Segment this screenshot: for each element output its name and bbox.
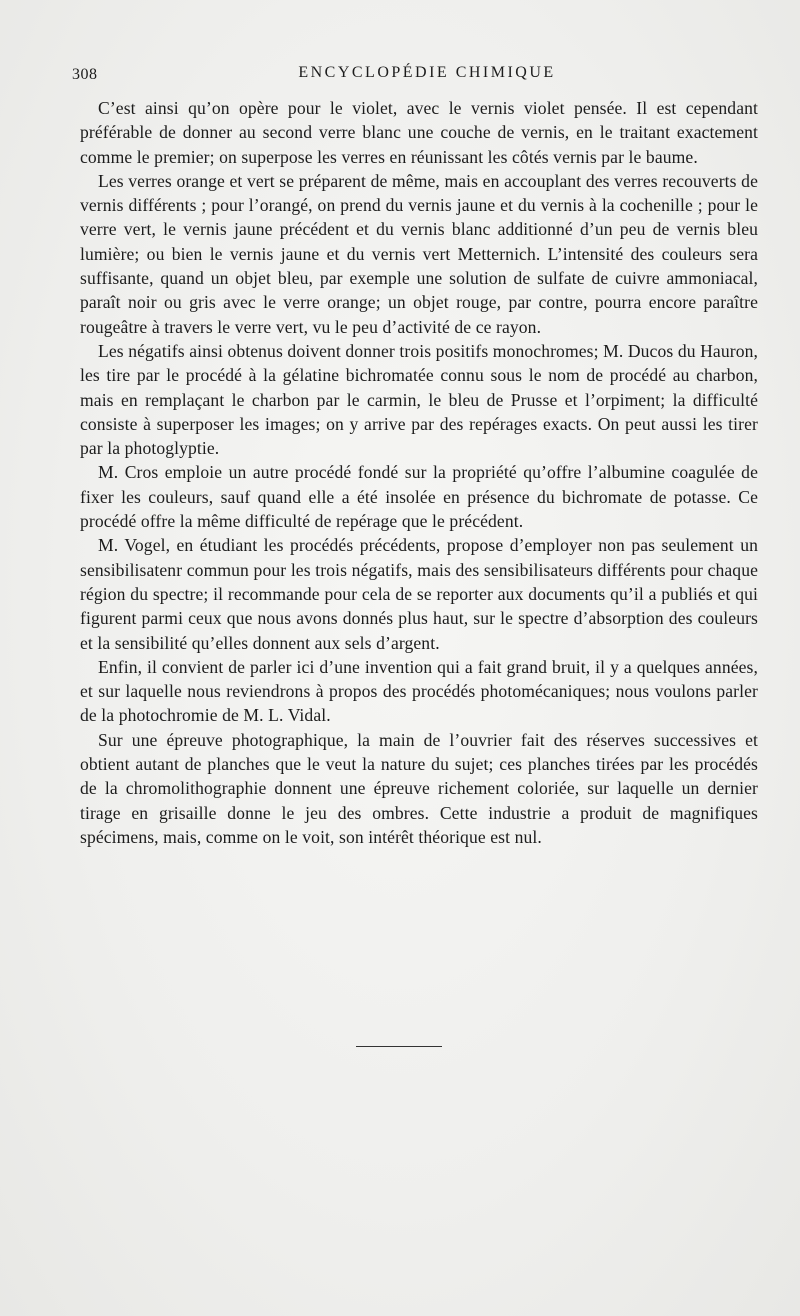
- paragraph-photochromie-intro: Enfin, il convient de parler ici d’une invention qui a fait grand bruit, il y a quelques années, et sur laquelle nous reviendrons à propos des procédés photomécaniques; nous voulons parler de la photochromie de M. L. Vidal.: [80, 656, 758, 726]
- section-end-rule: [356, 1046, 442, 1047]
- body-text: [80, 96, 758, 849]
- page-header: [72, 62, 762, 88]
- paragraph-ducos-du-hauron: Les négatifs ainsi obtenus doivent donner trois positifs monochromes; M. Ducos du Hauron, les tire par le procédé à la gélatine bichromatée connu sous le nom de procédé au charbon, mais en remplaçant le charbon par le carmin, le bleu de Prusse et l’orpiment; la difficulté consiste à superposer les images; on y arrive par des repérages exacts. On peut aussi les tirer par la photoglyptie.: [80, 340, 758, 459]
- paragraph-orange-green-glasses: Les verres orange et vert se préparent de même, mais en accouplant des verres recouverts de vernis différents ; pour l’orangé, on prend du vernis jaune et du vernis à la cochenille ; pour le verre vert, le vernis jaune précédent et du vernis blanc additionné d’un peu de vernis bleu lumière; ou bien le vernis jaune et du vernis vert Metternich. L’intensité des couleurs sera suffisante, quand un objet bleu, par exemple une solution de sulfate de cuivre ammoniacal, paraît noir ou gris avec le verre orange; un objet rouge, par contre, pourra encore paraître rougeâtre à travers le verre vert, vu le peu d’activité de ce rayon.: [80, 170, 758, 337]
- paragraph-violet-varnish: C’est ainsi qu’on opère pour le violet, avec le vernis violet pensée. Il est cependant préférable de donner au second verre blanc une couche de vernis, en le traitant exactement comme le premier; on superpose les verres en réunissant les côtés vernis par le baume.: [80, 98, 758, 167]
- paragraph-cros-process: M. Cros emploie un autre procédé fondé sur la propriété qu’offre l’albumine coagulée de fixer les couleurs, sauf quand elle a été insolée en présence du bichromate de potasse. Ce procédé offre la même difficulté de repérage que le précédent.: [80, 462, 758, 532]
- paragraph-photochromie-method: Sur une épreuve photographique, la main de l’ouvrier fait des réserves successives et obtient autant de planches que le veut la nature du sujet; ces planches tirées par les procédés de la chromolithographie donnent une épreuve richement coloriée, sur laquelle un dernier tirage en grisaille donne le jeu des ombres. Cette industrie a produit de magnifiques spécimens, mais, comme on le voit, son intérêt théorique est nul.: [80, 729, 758, 847]
- running-title: ENCYCLOPÉDIE CHIMIQUE: [298, 64, 556, 81]
- paragraph-vogel: M. Vogel, en étudiant les procédés précédents, propose d’employer non pas seulement un sensibilisatenr commun pour les trois négatifs, mais des sensibilisateurs différents pour chaque région du spectre; il recommande pour cela de se reporter aux documents qu’il a publiés et qui figurent parmi ceux que nous avons donnés plus haut, sur le spectre d’absorption des couleurs et la sensibilité qu’elles donnent aux sels d’argent.: [80, 535, 758, 653]
- page-number: 308: [72, 66, 98, 83]
